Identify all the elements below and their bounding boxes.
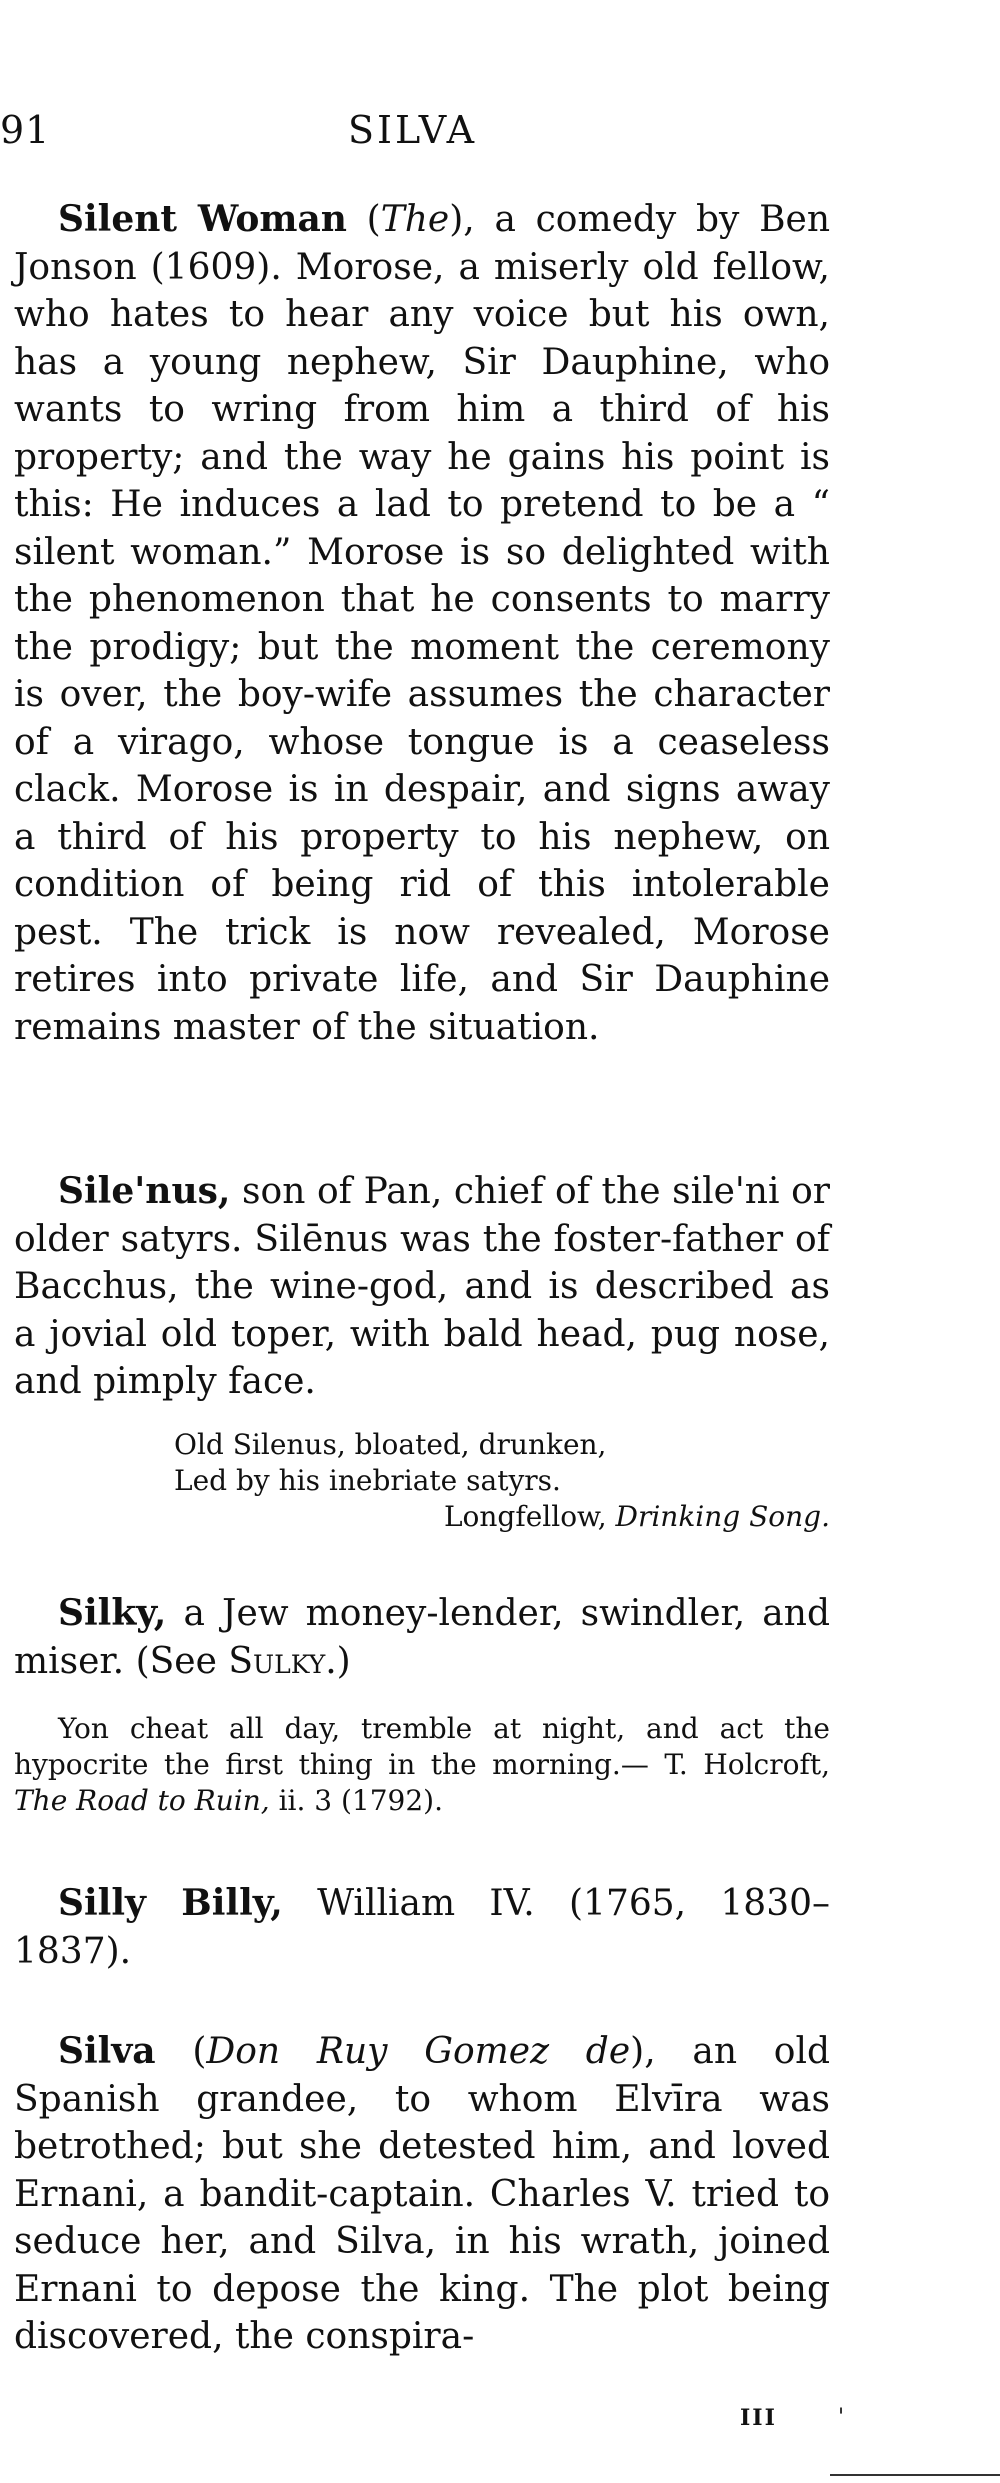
- quote-author: Longfellow,: [443, 1500, 607, 1533]
- footer-rule: [830, 2474, 1000, 2476]
- entry-text: son of Pan, chief of the sile'ni or older satyrs. Silēnus was the foster-father of Bacchus, the wine-god, and is described as a jovial old toper, with bald head, pug nose, and pimply face.: [14, 1171, 830, 1402]
- citation-work: The Road to Ruin,: [14, 1784, 270, 1817]
- headword: Silky,: [58, 1592, 167, 1634]
- entry-text: an old Spanish grandee, to whom Elvīra was betrothed; but she detested him, and loved Ernani, a bandit-captain. Charles V. tried to seduce her, and Silva, in his wrath, joined Ernani to depose the king. The plot being discovered, the conspira-: [14, 2031, 831, 2357]
- verse-quote: [14, 1427, 830, 1535]
- quote-work: Drinking Song.: [615, 1500, 830, 1533]
- quote-line: Old Silenus, bloated, drunken,: [174, 1428, 607, 1461]
- citation-quote: [14, 1711, 830, 1819]
- see-prefix: (See: [135, 1640, 217, 1682]
- headword: Silva: [58, 2030, 156, 2072]
- signature-mark: III: [740, 2405, 777, 2431]
- entry-title: Don Ruy Gomez de: [206, 2031, 631, 2072]
- entry-text: a Jew money-lender, swindler, and miser.: [14, 1593, 830, 1682]
- citation-text: Yon cheat all day, tremble at night, and act the hypocrite the first thing in the morning.— T. Holcroft,: [14, 1712, 830, 1781]
- entry-text: a comedy by Ben Jonson (1609). Morose, a miserly old fellow, who hates to hear any voice but his own, has a young nephew, Sir Dauphine, who wants to wring from him a third of his property; and the way he gains his point is this: He induces a lad to pretend to be a “ silent woman.” Morose is so delighted with the phenomenon that he consents to marry the prodigy; but the moment the ceremony is over, the boy-wife assumes the character of a virago, whose tongue is a ceaseless clack. Morose is in despair, and signs away a third of his property to his nephew, on condition of being rid of this intolerable pest. The trick is now revealed, Morose retires into private life, and Sir Dauphine remains master of the situation.: [14, 199, 831, 1048]
- printer-mark: ': [838, 2405, 845, 2430]
- page-header: [0, 100, 1000, 160]
- entry-silenus: [14, 1168, 830, 1406]
- quote-line: Led by his inebriate satyrs.: [174, 1464, 561, 1497]
- entry-silly-billy: [14, 1880, 830, 1975]
- headword: Sile'nus,: [58, 1170, 231, 1212]
- page-number: 91: [0, 108, 51, 152]
- entry-silva: Silva (Don Ruy Gomez de), an old Spanish grandee, to whom Elvīra was betrothed; but she detested him, and loved Ernani, a bandit-captain. Charles V. tried to seduce her, and Silva, in his wrath, joined Ernani to depose the king. The plot being discovered, the conspira-: [14, 2030, 831, 2357]
- see-suffix: ): [336, 1640, 351, 1682]
- entry-text: William IV. (1765, 1830–1837).: [14, 1883, 831, 1972]
- entry-silent-woman: Silent Woman (The), a comedy by Ben Jonson (1609). Morose, a miserly old fellow, who hates to hear any voice but his own, has a young nephew, Sir Dauphine, who wants to wring from him a third of his property; and the way he gains his point is this: He induces a lad to pretend to be a “ silent woman.” Morose is so delighted with the phenomenon that he consents to marry the prodigy; but the moment the ceremony is over, the boy-wife assumes the character of a virago, whose tongue is a ceaseless clack. Morose is in despair, and signs away a third of his property to his nephew, on condition of being rid of this intolerable pest. The trick is now revealed, Morose retires into private life, and Sir Dauphine remains master of the situation.: [14, 198, 831, 1048]
- running-head: SILVA: [348, 108, 478, 152]
- entry-silky: [14, 1590, 830, 1685]
- headword: Silent Woman: [58, 198, 347, 240]
- entry-title: The: [380, 199, 450, 240]
- citation-ref: ii. 3 (1792).: [278, 1784, 443, 1817]
- headword: Silly Billy,: [58, 1882, 283, 1924]
- cross-reference: Sulky.: [228, 1640, 337, 1682]
- quote-attribution: [14, 1499, 830, 1535]
